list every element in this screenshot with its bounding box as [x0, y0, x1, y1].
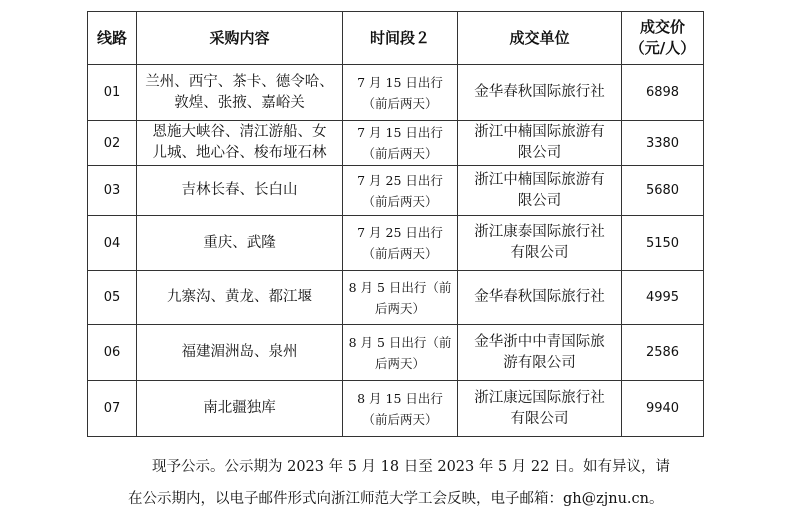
cell-time — [343, 166, 458, 216]
table-header-row — [88, 12, 704, 65]
cell-line-number-line-1: 03 — [103, 183, 121, 198]
cell-time-line-1: 7 月 15 日出行 — [357, 74, 443, 90]
cell-unit-line-1: 金华春秋国际旅行社 — [474, 84, 605, 100]
cell-content-line-1: 重庆、武隆 — [203, 234, 276, 251]
cell-time-line-2: （前后两天） — [362, 411, 438, 427]
table-row — [88, 381, 704, 437]
cell-unit-line-2: 限公司 — [517, 192, 562, 209]
cell-line-number — [88, 166, 137, 216]
cell-unit — [458, 166, 622, 216]
cell-line-number — [88, 325, 137, 381]
cell-price-line-1: 3380 — [645, 135, 680, 151]
cell-unit-line-1: 浙江康远国际旅行社 — [474, 389, 605, 406]
cell-price-line-1: 2586 — [645, 345, 680, 360]
cell-line-number — [88, 121, 137, 166]
cell-time — [343, 381, 458, 437]
cell-line-number — [88, 216, 137, 271]
cell-time — [343, 271, 458, 325]
cell-content-line-2: 儿城、地心谷、梭布垭石林 — [152, 145, 327, 161]
cell-price-line-1: 6898 — [645, 85, 680, 100]
cell-time-line-1: 8 月 15 日出行 — [357, 390, 443, 406]
notice-line-2: 在公示期内，以电子邮件形式向浙江师范大学工会反映，电子邮箱：gh@zjnu.cn。 — [128, 491, 664, 507]
cell-time — [343, 121, 458, 166]
cell-price-line-1: 4995 — [645, 290, 680, 305]
cell-time-line-1: 7 月 15 日出行 — [357, 125, 443, 140]
cell-unit — [458, 381, 622, 437]
cell-unit — [458, 271, 622, 325]
cell-price — [622, 216, 704, 271]
cell-time-line-1: 8 月 5 日出行（前 — [348, 334, 452, 350]
cell-time-line-1: 7 月 25 日出行 — [357, 172, 443, 188]
cell-time-line-2: 后两天） — [374, 355, 425, 371]
header-price-line2: （元/人） — [629, 39, 696, 57]
table-row — [88, 325, 704, 381]
cell-content — [137, 65, 343, 121]
cell-content-line-1: 福建湄洲岛、泉州 — [181, 344, 298, 360]
header-content: 采购内容 — [137, 12, 343, 65]
cell-price — [622, 325, 704, 381]
cell-unit-line-1: 浙江中楠国际旅游有 — [474, 124, 605, 140]
cell-content-line-1: 九寨沟、黄龙、都江堰 — [167, 289, 312, 305]
cell-price — [622, 65, 704, 121]
cell-unit-line-2: 游有限公司 — [503, 354, 576, 371]
cell-unit-line-1: 金华春秋国际旅行社 — [474, 289, 605, 305]
cell-content-line-1: 兰州、西宁、茶卡、德令哈、 — [145, 73, 334, 90]
cell-price — [622, 381, 704, 437]
cell-line-number-line-1: 05 — [103, 290, 121, 305]
cell-unit-line-2: 限公司 — [517, 145, 562, 161]
header-line: 线路 — [88, 12, 137, 65]
cell-price-line-1: 5680 — [645, 183, 680, 198]
cell-content — [137, 121, 343, 166]
cell-time-line-2: （前后两天） — [362, 95, 438, 111]
cell-line-number — [88, 381, 137, 437]
cell-time-line-1: 7 月 25 日出行 — [357, 225, 443, 240]
cell-price — [622, 121, 704, 166]
cell-unit-line-1: 金华浙中中青国际旅 — [474, 333, 605, 350]
cell-time-line-1: 8 月 5 日出行（前 — [348, 279, 452, 295]
table-row — [88, 166, 704, 216]
table-row — [88, 65, 704, 121]
cell-unit-line-1: 浙江中楠国际旅游有 — [474, 171, 605, 188]
cell-line-number-line-1: 04 — [103, 235, 121, 251]
cell-time — [343, 65, 458, 121]
cell-line-number-line-1: 07 — [103, 401, 121, 416]
cell-content — [137, 166, 343, 216]
cell-content-line-1: 恩施大峡谷、清江游船、女 — [152, 124, 327, 140]
cell-time-line-2: 后两天） — [374, 300, 425, 316]
notice-line-1: 现予公示。公示期为 2023 年 5 月 18 日至 2023 年 5 月 22 日。如有异议，请 — [152, 459, 670, 475]
cell-time-line-2: （前后两天） — [362, 193, 438, 209]
cell-price — [622, 271, 704, 325]
cell-price-line-1: 9940 — [645, 401, 680, 416]
cell-unit-line-2: 有限公司 — [510, 410, 569, 427]
cell-unit — [458, 216, 622, 271]
cell-time — [343, 216, 458, 271]
cell-unit — [458, 65, 622, 121]
header-unit: 成交单位 — [458, 12, 622, 65]
cell-line-number — [88, 65, 137, 121]
cell-content — [137, 271, 343, 325]
cell-content — [137, 325, 343, 381]
cell-content — [137, 381, 343, 437]
cell-line-number-line-1: 02 — [103, 135, 121, 151]
cell-line-number-line-1: 06 — [103, 345, 121, 360]
cell-content-line-1: 南北疆独库 — [203, 400, 276, 416]
table-row — [88, 121, 704, 166]
cell-price-line-1: 5150 — [645, 235, 680, 251]
cell-content-line-1: 吉林长春、长白山 — [181, 182, 298, 198]
table-row — [88, 216, 704, 271]
cell-content-line-2: 敦煌、张掖、嘉峪关 — [174, 94, 305, 111]
cell-unit — [458, 325, 622, 381]
header-price — [622, 12, 704, 65]
header-price-line1: 成交价 — [639, 18, 685, 36]
cell-time-line-2: （前后两天） — [362, 146, 438, 161]
cell-line-number — [88, 271, 137, 325]
cell-unit — [458, 121, 622, 166]
cell-line-number-line-1: 01 — [103, 85, 121, 100]
cell-price — [622, 166, 704, 216]
header-time: 时间段２ — [343, 12, 458, 65]
cell-time-line-2: （前后两天） — [362, 246, 438, 261]
cell-unit-line-2: 有限公司 — [510, 245, 569, 261]
cell-time — [343, 325, 458, 381]
cell-content — [137, 216, 343, 271]
cell-unit-line-1: 浙江康泰国际旅行社 — [474, 224, 605, 240]
table-row — [88, 271, 704, 325]
procurement-table — [87, 11, 704, 437]
